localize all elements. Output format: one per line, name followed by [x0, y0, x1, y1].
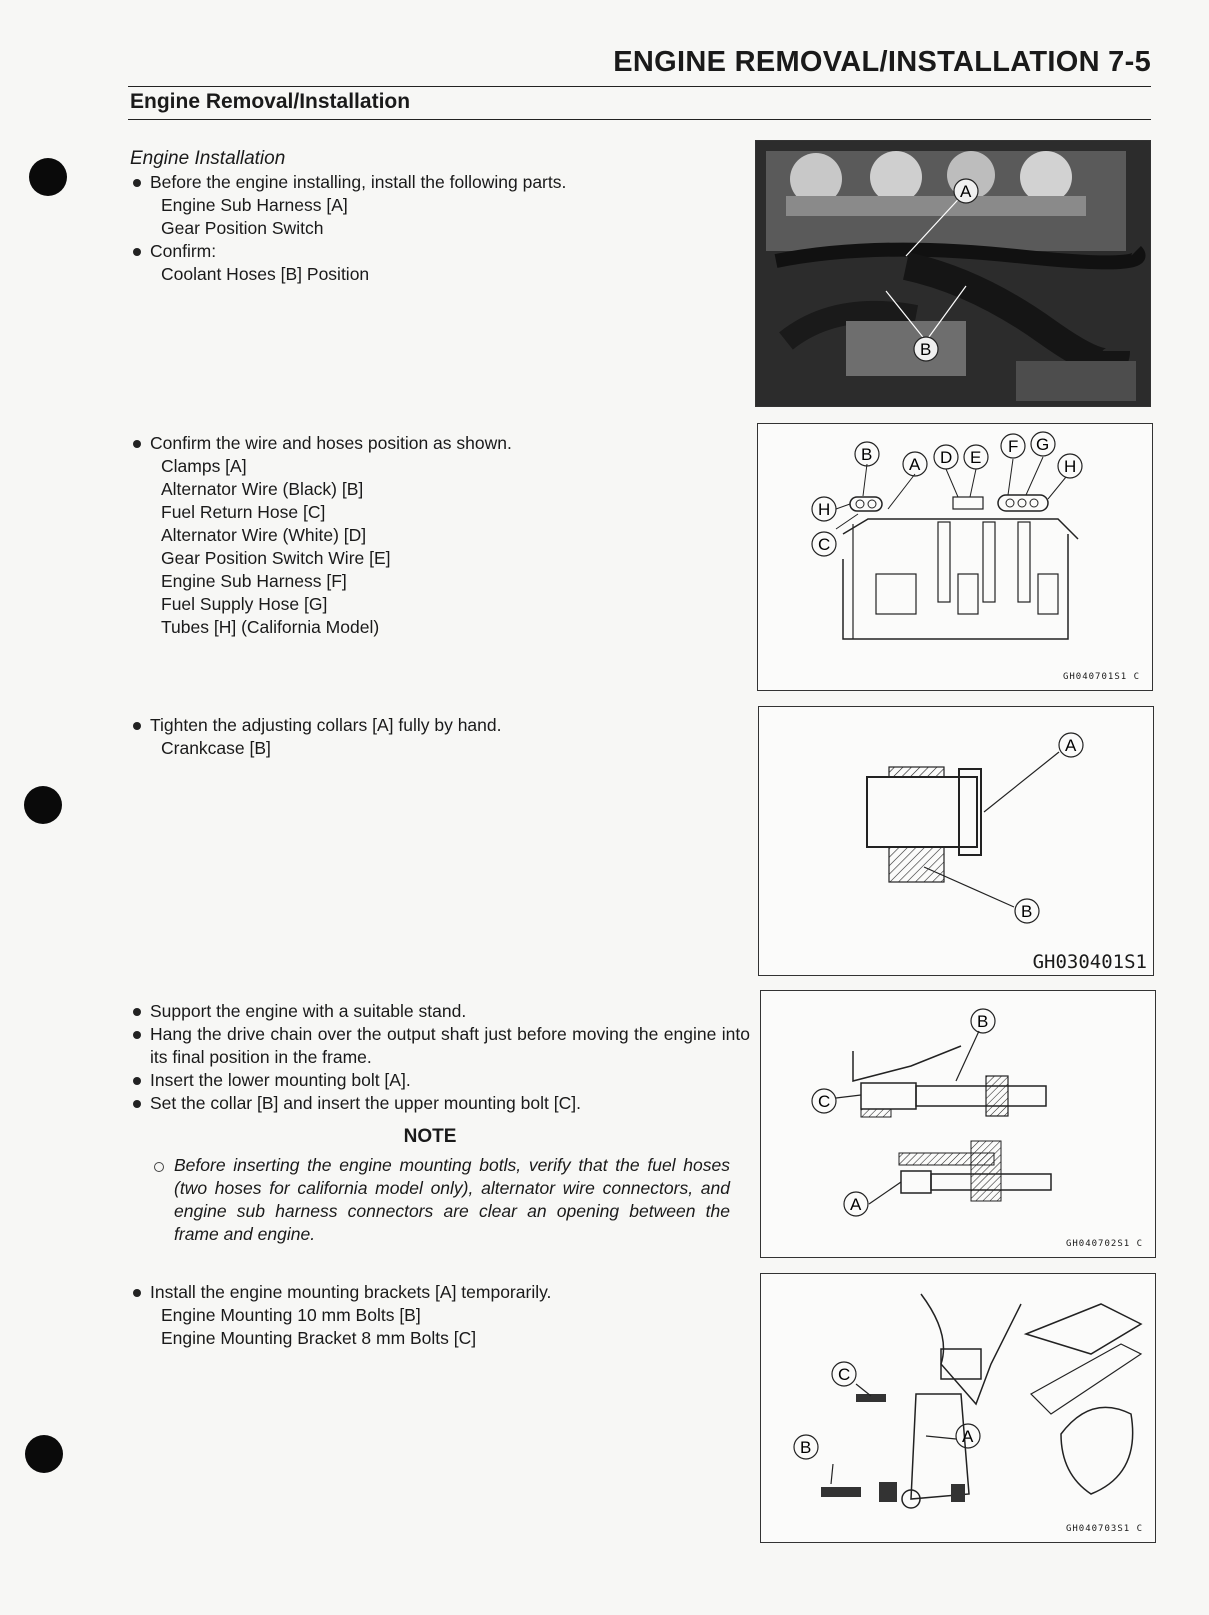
section-title: Engine Removal/Installation [130, 90, 411, 113]
bullet-item: Confirm the wire and hoses position as shown. [130, 432, 512, 455]
list-item: Tubes [H] (California Model) [161, 617, 380, 637]
adjusting-collar-diagram [759, 707, 1153, 975]
figure-code: GH040703S1 C [1065, 1524, 1143, 1534]
list-item: Engine Sub Harness [A] [161, 195, 348, 215]
bullet-item: Hang the drive chain over the output shaft just before moving the engine into its final position in the frame. [130, 1023, 750, 1069]
brackets-block [130, 1281, 551, 1350]
list-item: Clamps [A] [161, 456, 247, 476]
list-item: Gear Position Switch Wire [E] [161, 548, 391, 568]
bullet-item: Install the engine mounting brackets [A] temporarily. [130, 1281, 551, 1304]
figure-code: GH040702S1 C [1065, 1239, 1143, 1249]
binder-hole-top [29, 158, 67, 196]
callout-h: H [818, 500, 831, 519]
wire-position-block [130, 432, 512, 639]
callout-a: A [909, 455, 921, 474]
callout-b: B [977, 1012, 989, 1031]
list-item: Alternator Wire (Black) [B] [161, 479, 364, 499]
binder-hole-bottom [25, 1435, 63, 1473]
figure-code: GH040701S1 C [1062, 672, 1140, 682]
bullet-item: Before the engine installing, install the following parts. [130, 171, 566, 194]
callout-a: A [850, 1195, 862, 1214]
figure-engine-photo [755, 140, 1151, 407]
wire-routing-diagram [758, 424, 1152, 690]
callout-b: B [800, 1438, 812, 1457]
callout-c: C [838, 1365, 851, 1384]
callout-h: H [1064, 457, 1077, 476]
page-header-title: ENGINE REMOVAL/INSTALLATION 7-5 [613, 46, 1151, 78]
list-item: Engine Mounting Bracket 8 mm Bolts [C] [161, 1328, 477, 1348]
note-title: NOTE [403, 1126, 457, 1147]
list-item: Fuel Supply Hose [G] [161, 594, 328, 614]
support-engine-block [130, 1000, 750, 1246]
callout-b: B [861, 445, 873, 464]
callout-f: F [1008, 437, 1019, 456]
callout-a: A [962, 1427, 974, 1446]
callout-c: C [818, 535, 831, 554]
intro-block [130, 146, 566, 286]
bullet-item: Insert the lower mounting bolt [A]. [130, 1069, 750, 1092]
engine-photo-illustration [756, 141, 1150, 406]
callout-a: A [1065, 736, 1077, 755]
figure-mounting-bolts [760, 990, 1156, 1258]
list-item: Alternator Wire (White) [D] [161, 525, 367, 545]
list-item: Coolant Hoses [B] Position [161, 264, 370, 284]
figure-adjusting-collar [758, 706, 1154, 976]
list-item: Gear Position Switch [161, 218, 324, 238]
bullet-item: Set the collar [B] and insert the upper mounting bolt [C]. [130, 1092, 750, 1115]
mounting-bolts-diagram [761, 991, 1155, 1257]
callout-g: G [1036, 435, 1050, 454]
callout-b: B [1021, 902, 1033, 921]
callout-b: B [920, 340, 932, 359]
callout-a: A [960, 182, 972, 201]
list-item: Engine Mounting 10 mm Bolts [B] [161, 1305, 421, 1325]
bullet-item: Confirm: [130, 240, 566, 263]
note-text: Before inserting the engine mounting botls, verify that the fuel hoses (two hoses for california model only), alternator wire connectors, and engine sub harness connectors are clear an opening between the frame and engine. [130, 1154, 730, 1246]
header-rule [128, 86, 1151, 87]
callout-e: E [970, 448, 982, 467]
section-rule [128, 119, 1151, 120]
subhead-engine-installation: Engine Installation [130, 148, 286, 169]
bullet-item: Support the engine with a suitable stand. [130, 1000, 750, 1023]
callout-d: D [940, 448, 953, 467]
list-item: Fuel Return Hose [C] [161, 502, 326, 522]
figure-code: GH030401S1 [1032, 951, 1147, 973]
collar-block [130, 714, 502, 760]
list-item: Engine Sub Harness [F] [161, 571, 347, 591]
list-item: Crankcase [B] [161, 738, 271, 758]
mounting-brackets-diagram [761, 1274, 1155, 1542]
figure-mounting-brackets [760, 1273, 1156, 1543]
callout-c: C [818, 1092, 831, 1111]
binder-hole-middle [24, 786, 62, 824]
bullet-item: Tighten the adjusting collars [A] fully by hand. [130, 714, 502, 737]
figure-wire-routing [757, 423, 1153, 691]
